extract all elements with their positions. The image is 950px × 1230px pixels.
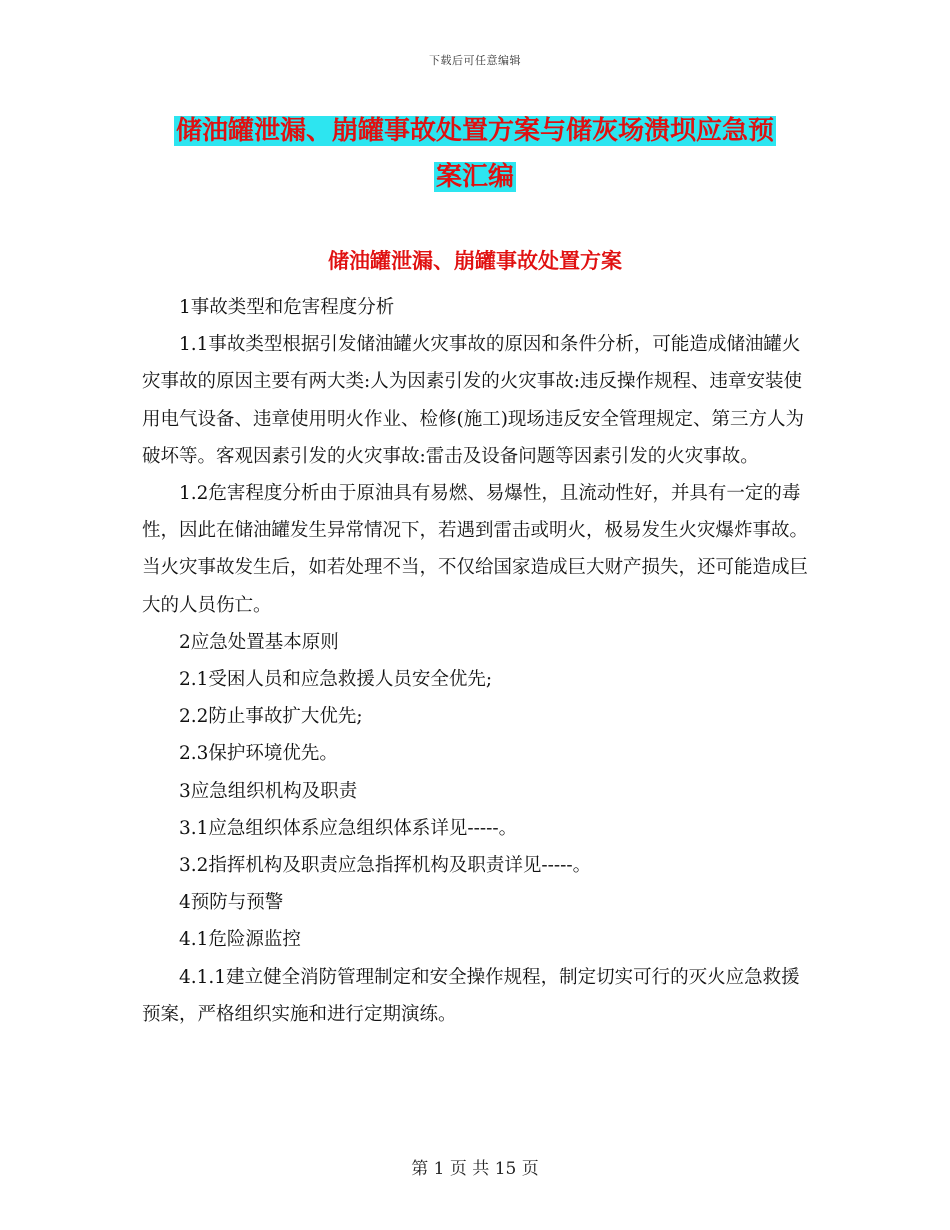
paragraph: 1.2危害程度分析由于原油具有易燃、易爆性，且流动性好，并具有一定的毒性，因此在储油罐发生异常情况下，若遇到雷击或明火，极易发生火灾爆炸事故。当火灾事故发生后，如若处理不当，不仅给国家造成巨大财产损失，还可能造成巨大的人员伤亡。 bbox=[142, 483, 809, 616]
paragraph: 2应急处置基本原则 bbox=[179, 631, 339, 653]
header-note: 下载后可任意编辑 bbox=[429, 54, 521, 67]
paragraph: 1.1事故类型根据引发储油罐火灾事故的原因和条件分析，可能造成储油罐火灾事故的原因主要有两大类:人为因素引发的火灾事故:违反操作规程、违章安装使用电气设备、违章使用明火作业、检修(施工)现场违反安全管理规定、第三方人为破坏等。客观因素引发的火灾事故:雷击及设备问题等因素引发的火灾事故。 bbox=[142, 334, 804, 467]
page-footer: 第 1 页 共 15 页 bbox=[411, 1159, 539, 1179]
section-title: 储油罐泄漏、崩罐事故处置方案 bbox=[328, 249, 622, 273]
document-title-line-1: 储油罐泄漏、崩罐事故处置方案与储灰场溃坝应急预 bbox=[175, 116, 774, 146]
paragraph: 2.1受困人员和应急救援人员安全优先; bbox=[179, 669, 493, 691]
paragraph: 1事故类型和危害程度分析 bbox=[179, 297, 395, 318]
paragraph: 4.1.1建立健全消防管理制定和安全操作规程，制定切实可行的灭火应急救援预案，严格组织实施和进行定期演练。 bbox=[142, 966, 800, 1025]
paragraph: 3.2指挥机构及职责应急指挥机构及职责详见-----。 bbox=[179, 855, 592, 877]
paragraph: 2.3保护环境优先。 bbox=[179, 743, 338, 765]
document-body bbox=[142, 289, 812, 1033]
paragraph: 3.1应急组织体系应急组织体系详见-----。 bbox=[179, 817, 518, 839]
paragraph: 4.1危险源监控 bbox=[179, 929, 301, 951]
document-title bbox=[140, 108, 810, 200]
document-title-line-2: 案汇编 bbox=[435, 162, 514, 192]
paragraph: 2.2防止事故扩大优先; bbox=[179, 706, 363, 728]
paragraph: 3应急组织机构及职责 bbox=[179, 780, 358, 802]
paragraph: 4预防与预警 bbox=[179, 892, 284, 914]
